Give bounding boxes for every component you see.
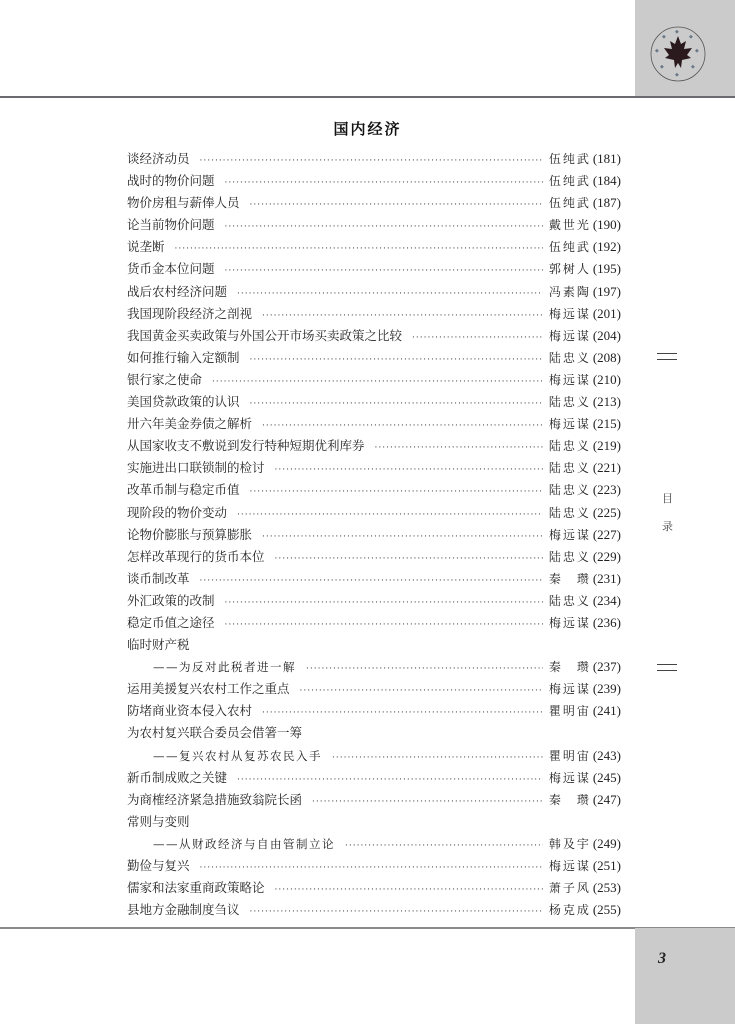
dot-leader xyxy=(332,747,543,769)
toc-entry[interactable] xyxy=(127,811,621,833)
entry-title: 卅六年美金券债之解析 xyxy=(127,416,253,432)
dot-leader xyxy=(250,194,543,216)
entry-page: (225) xyxy=(592,504,621,520)
entry-title: 运用美援复兴农村工作之重点 xyxy=(127,681,290,697)
entry-title: 谈经济动员 xyxy=(127,151,190,166)
entry-page: (229) xyxy=(592,548,621,564)
entry-page: (181) xyxy=(592,151,621,166)
entry-title: 常则与变则 xyxy=(127,813,190,829)
entry-author: 梅远谋 xyxy=(548,306,591,321)
entry-author: 伍纯武 xyxy=(548,196,591,211)
entry-title: 勤俭与复兴 xyxy=(127,858,190,873)
dot-leader xyxy=(225,260,543,282)
entry-author: 伍纯武 xyxy=(548,240,591,255)
entry-title: 为农村复兴联合委员会借箸一筹 xyxy=(127,725,303,741)
entry-page: (213) xyxy=(592,394,621,410)
dot-leader xyxy=(250,349,543,371)
toc-entry[interactable] xyxy=(127,281,621,303)
entry-title: 现阶段的物价变动 xyxy=(127,504,228,520)
toc-entry[interactable] xyxy=(127,391,621,413)
maple-leaf-seal-icon xyxy=(648,24,708,84)
entry-title: 战时的物价问题 xyxy=(127,173,215,189)
svg-text:◆: ◆ xyxy=(662,34,666,40)
entry-author: 伍纯武 xyxy=(548,174,591,189)
toc-entry[interactable] xyxy=(127,700,621,722)
toc-entry[interactable] xyxy=(127,457,621,479)
dot-leader xyxy=(300,680,543,702)
entry-title: 临时财产税 xyxy=(127,637,190,653)
entry-title: 县地方金融制度刍议 xyxy=(127,902,240,918)
toc-entry[interactable] xyxy=(127,789,621,811)
entry-author: 陆忠义 xyxy=(548,395,591,410)
entry-page: (249) xyxy=(592,835,621,851)
entry-title: 新币制成败之关键 xyxy=(127,769,228,785)
toc-entry[interactable] xyxy=(127,833,621,855)
table-of-contents xyxy=(127,148,621,921)
svg-text:◆: ◆ xyxy=(675,72,679,78)
entry-author: 秦 瓒 xyxy=(548,660,591,675)
entry-page: (231) xyxy=(592,570,621,586)
entry-page: (255) xyxy=(592,902,621,918)
entry-title: 货币金本位问题 xyxy=(127,261,215,277)
svg-text:◆: ◆ xyxy=(689,34,693,40)
entry-title: 说垄断 xyxy=(127,239,165,255)
entry-title: 如何推行输入定额制 xyxy=(127,349,240,365)
entry-page: (208) xyxy=(592,349,621,365)
entry-page: (190) xyxy=(592,217,621,233)
dot-leader xyxy=(262,526,543,548)
side-marker-bottom xyxy=(657,664,677,671)
entry-author: 伍纯武 xyxy=(548,152,591,166)
entry-page: (187) xyxy=(592,195,621,211)
dot-leader xyxy=(237,769,543,791)
toc-entry[interactable] xyxy=(127,722,621,744)
header-corner-block xyxy=(635,0,735,96)
dot-leader xyxy=(200,570,543,592)
footer-corner-block xyxy=(635,928,735,1024)
entry-author: 冯素陶 xyxy=(548,284,591,299)
toc-entry[interactable] xyxy=(127,435,621,457)
entry-page: (243) xyxy=(592,747,621,763)
dot-leader xyxy=(225,172,543,194)
toc-entry[interactable] xyxy=(127,745,621,767)
entry-author: 秦 瓒 xyxy=(548,571,591,586)
entry-author: 瞿明宙 xyxy=(548,748,591,763)
entry-author: 陆忠义 xyxy=(548,505,591,520)
dot-leader xyxy=(225,592,543,614)
dot-leader xyxy=(275,548,543,570)
entry-page: (236) xyxy=(592,614,621,630)
entry-author: 梅远谋 xyxy=(548,615,591,630)
side-label-lu: 录 xyxy=(662,520,673,533)
dot-leader xyxy=(175,238,543,260)
toc-entry[interactable] xyxy=(127,325,621,347)
toc-entry[interactable] xyxy=(127,148,621,170)
toc-entry[interactable] xyxy=(127,214,621,236)
toc-entry[interactable] xyxy=(127,855,621,877)
toc-entry[interactable] xyxy=(127,413,621,435)
entry-author: 瞿明宙 xyxy=(548,704,591,719)
toc-entry[interactable] xyxy=(127,347,621,369)
svg-text:◆: ◆ xyxy=(695,48,699,54)
entry-page: (245) xyxy=(592,769,621,785)
header-rule xyxy=(0,96,735,98)
dot-leader xyxy=(225,216,543,238)
dot-leader xyxy=(250,393,543,415)
dot-leader xyxy=(262,702,543,724)
dot-leader xyxy=(250,481,543,503)
entry-author: 陆忠义 xyxy=(548,461,591,476)
svg-text:◆: ◆ xyxy=(675,29,679,35)
entry-page: (210) xyxy=(592,371,621,387)
toc-entry[interactable] xyxy=(127,303,621,325)
entry-author: 韩及宇 xyxy=(548,836,591,851)
entry-page: (195) xyxy=(592,261,621,277)
toc-entry[interactable] xyxy=(127,192,621,214)
entry-author: 陆忠义 xyxy=(548,549,591,564)
dot-leader xyxy=(212,371,543,393)
entry-page: (215) xyxy=(592,416,621,432)
toc-entry[interactable] xyxy=(127,369,621,391)
entry-author: 陆忠义 xyxy=(548,483,591,498)
entry-page: (227) xyxy=(592,526,621,542)
toc-entry[interactable] xyxy=(127,258,621,280)
entry-page: (251) xyxy=(592,858,621,873)
entry-page: (221) xyxy=(592,460,621,476)
footer-rule xyxy=(0,927,735,929)
entry-title: 论当前物价问题 xyxy=(127,217,215,233)
dot-leader xyxy=(237,283,543,305)
toc-entry[interactable] xyxy=(127,502,621,524)
entry-title: 防堵商业资本侵入农村 xyxy=(127,703,253,719)
entry-page: (241) xyxy=(592,703,621,719)
entry-author: 梅远谋 xyxy=(548,527,591,542)
toc-entry[interactable] xyxy=(127,546,621,568)
entry-page: (201) xyxy=(592,305,621,321)
entry-author: 郭树人 xyxy=(548,262,591,277)
dot-leader xyxy=(200,150,543,172)
entry-title: 美国贷款政策的认识 xyxy=(127,394,240,410)
dot-leader xyxy=(275,459,543,481)
toc-entry[interactable] xyxy=(127,634,621,656)
entry-author: 陆忠义 xyxy=(548,593,591,608)
entry-author: 梅远谋 xyxy=(548,328,591,343)
entry-title: 我国黄金买卖政策与外国公开市场买卖政策之比较 xyxy=(127,327,403,343)
entry-page: (234) xyxy=(592,592,621,608)
dot-leader xyxy=(225,614,543,636)
entry-page: (253) xyxy=(592,880,621,896)
entry-author: 萧子风 xyxy=(548,881,591,896)
entry-title: 我国现阶段经济之剖视 xyxy=(127,305,253,321)
entry-title: 儒家和法家重商政策略论 xyxy=(127,880,265,896)
toc-entry[interactable] xyxy=(127,899,621,921)
toc-entry[interactable] xyxy=(127,590,621,612)
entry-page: (223) xyxy=(592,482,621,498)
entry-author: 梅远谋 xyxy=(548,682,591,697)
toc-entry[interactable] xyxy=(127,678,621,700)
entry-title: 谈币制改革 xyxy=(127,570,190,586)
entry-author: 杨克成 xyxy=(548,903,591,918)
entry-page: (239) xyxy=(592,681,621,697)
side-marker-top xyxy=(657,353,677,360)
dot-leader xyxy=(262,415,543,437)
entry-author: 梅远谋 xyxy=(548,417,591,432)
page-number: 3 xyxy=(658,950,666,967)
entry-title: ——复兴农村从复苏农民入手 xyxy=(153,748,322,763)
entry-page: (219) xyxy=(592,438,621,454)
entry-title: 银行家之使命 xyxy=(127,371,203,387)
entry-title: 从国家收支不敷说到发行特种短期优利库券 xyxy=(127,438,365,454)
entry-author: 陆忠义 xyxy=(548,439,591,454)
dot-leader xyxy=(262,305,543,327)
dot-leader xyxy=(345,835,543,857)
toc-entry[interactable] xyxy=(127,767,621,789)
entry-page: (247) xyxy=(592,791,621,807)
entry-author: 戴世光 xyxy=(548,218,591,233)
entry-title: ——从财政经济与自由管制立论 xyxy=(153,836,335,851)
side-label-mu: 目 xyxy=(662,492,673,505)
entry-author: 梅远谋 xyxy=(548,859,591,873)
entry-title: 论物价膨胀与预算膨胀 xyxy=(127,526,253,542)
dot-leader xyxy=(237,504,543,526)
entry-page: (192) xyxy=(592,239,621,255)
entry-title: 怎样改革现行的货币本位 xyxy=(127,548,265,564)
toc-entry[interactable] xyxy=(127,877,621,899)
entry-author: 秦 瓒 xyxy=(548,792,591,807)
entry-page: (237) xyxy=(592,659,621,675)
toc-entry[interactable] xyxy=(127,612,621,634)
entry-page: (204) xyxy=(592,327,621,343)
entry-page: (184) xyxy=(592,173,621,189)
entry-title: 稳定币值之途径 xyxy=(127,614,215,630)
dot-leader xyxy=(306,658,543,680)
entry-page: (197) xyxy=(592,283,621,299)
entry-author: 梅远谋 xyxy=(548,770,591,785)
entry-title: 外汇政策的改制 xyxy=(127,592,215,608)
entry-title: 为商榷经济紧急措施致翁院长函 xyxy=(127,791,303,807)
toc-entry[interactable] xyxy=(127,524,621,546)
toc-entry[interactable] xyxy=(127,568,621,590)
dot-leader xyxy=(250,901,543,923)
entry-title: 改革币制与稳定币值 xyxy=(127,482,240,498)
toc-entry[interactable] xyxy=(127,479,621,501)
section-title: 国内经济 xyxy=(333,120,402,138)
entry-title: 战后农村经济问题 xyxy=(127,283,228,299)
svg-text:◆: ◆ xyxy=(655,48,659,54)
entry-author: 梅远谋 xyxy=(548,372,591,387)
dot-leader xyxy=(275,879,543,901)
toc-entry[interactable] xyxy=(127,170,621,192)
dot-leader xyxy=(200,857,543,879)
toc-entry[interactable] xyxy=(127,236,621,258)
entry-author: 陆忠义 xyxy=(548,350,591,365)
dot-leader xyxy=(312,791,543,813)
dot-leader xyxy=(412,327,543,349)
entry-title: ——为反对此税者进一解 xyxy=(153,660,296,675)
entry-title: 物价房租与薪俸人员 xyxy=(127,195,240,211)
entry-title: 实施进出口联锁制的检讨 xyxy=(127,460,265,476)
svg-text:◆: ◆ xyxy=(660,64,664,70)
dot-leader xyxy=(375,437,543,459)
toc-entry[interactable] xyxy=(127,656,621,678)
svg-text:◆: ◆ xyxy=(691,64,695,70)
